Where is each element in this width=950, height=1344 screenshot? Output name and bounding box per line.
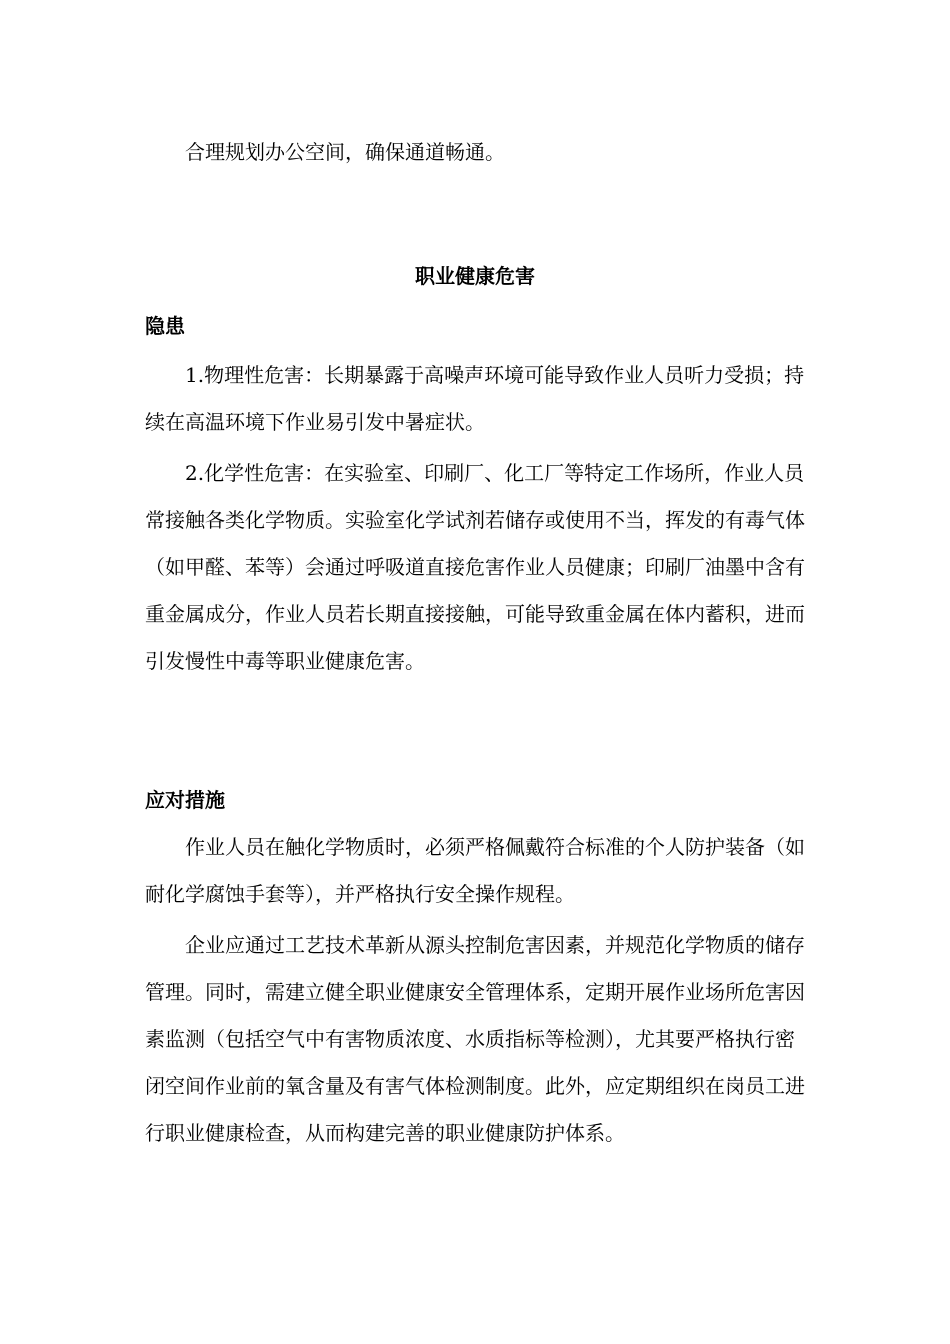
measures-heading: 应对措施 xyxy=(145,788,225,812)
intro-paragraph: 合理规划办公空间，确保通道畅通。 xyxy=(185,140,505,164)
measures-paragraph-management: 企业应通过工艺技术革新从源头控制危害因素，并规范化学物质的储存管理。同时，需建立健全职业健康安全管理体系，定期开展作业场所危害因素监测（包括空气中有害物质浓度、水质指标等检测），尤其要严格执行密闭空间作业前的氧含量及有害气体检测制度。此外，应定期组织在岗员工进行职业健康检查，从而构建完善的职业健康防护体系。 xyxy=(145,933,805,1145)
section-title: 职业健康危害 xyxy=(415,264,535,288)
hazard-item-physical: 1.物理性危害：长期暴露于高噪声环境可能导致作业人员听力受损；持续在高温环境下作业易引发中暑症状。 xyxy=(145,363,805,434)
hazard-item-chemical: 2.化学性危害：在实验室、印刷厂、化工厂等特定工作场所，作业人员常接触各类化学物质。实验室化学试剂若储存或使用不当，挥发的有毒气体（如甲醛、苯等）会通过呼吸道直接危害作业人员健康；印刷厂油墨中含有重金属成分，作业人员若长期直接接触，可能导致重金属在体内蓄积，进而引发慢性中毒等职业健康危害。 xyxy=(145,461,805,673)
hazards-heading: 隐患 xyxy=(145,314,185,338)
measures-paragraph-ppe: 作业人员在触化学物质时，必须严格佩戴符合标准的个人防护装备（如耐化学腐蚀手套等），并严格执行安全操作规程。 xyxy=(145,835,805,906)
